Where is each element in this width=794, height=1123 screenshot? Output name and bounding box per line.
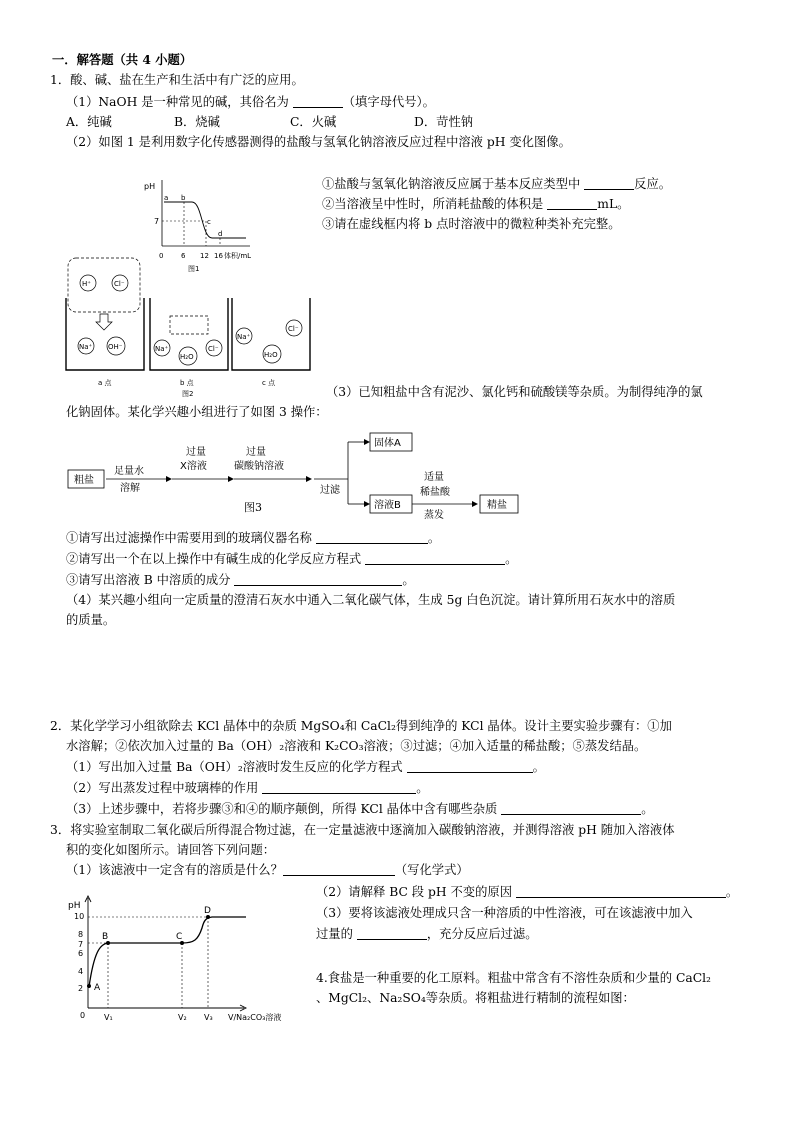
q1-part1: （1）NaOH 是一种常见的碱，其俗名为 （填字母代号）。	[66, 95, 435, 109]
box-solid-a-label: 固体A	[374, 438, 401, 449]
fig1-xtick-6: 6	[181, 252, 186, 260]
beaker-c-ion-cl: Cl⁻	[288, 325, 299, 333]
step1-bottom: 溶解	[120, 483, 140, 494]
q2-part2: （2）写出蒸发过程中玻璃棒的作用 。	[66, 781, 429, 795]
arrow-icon	[364, 439, 370, 445]
q4-stem-line2: 、MgCl₂、Na₂SO₄等杂质。将粗盐进行精制的流程如图：	[316, 991, 635, 1005]
beaker-b-ion-na: Na⁺	[155, 345, 169, 353]
arrow-icon	[306, 476, 312, 482]
q1-2-1: ①盐酸与氢氧化钠溶液反应属于基本反应类型中 反应。	[322, 177, 672, 191]
ion-cl: Cl⁻	[114, 280, 125, 288]
q1-stem: 1．酸、碱、盐在生产和生活中有广泛的应用。	[50, 73, 304, 87]
option-a: A．纯碱	[66, 115, 112, 129]
beaker-c-h2o: H₂O	[264, 351, 278, 359]
beaker-c-ion-na: Na⁺	[237, 333, 251, 341]
q4-stem-line1: 4.食盐是一种重要的化工原料。粗盐中常含有不溶性杂质和少量的 CaCl₂	[316, 971, 711, 985]
answer-blank[interactable]	[365, 552, 505, 565]
fig2-beakers	[62, 254, 318, 402]
answer-blank[interactable]	[547, 197, 597, 210]
q3-part2: （2）请解释 BC 段 pH 不变的原因 。	[316, 885, 739, 899]
q2-part1: （1）写出加入过量 Ba（OH）₂溶液时发生反应的化学方程式 。	[66, 760, 545, 774]
step3-top1: 过量	[246, 447, 266, 458]
step2-top2: X溶液	[180, 461, 207, 472]
q2-part3: （3）上述步骤中，若将步骤③和④的顺序颠倒，所得 KCl 晶体中含有哪些杂质 。	[66, 802, 654, 816]
fig1-y7: 7	[154, 217, 160, 226]
step2-top1: 过量	[186, 447, 206, 458]
answer-blank[interactable]	[407, 760, 533, 773]
fig3-caption: 图3	[244, 501, 262, 514]
label-a-point: a 点	[98, 379, 112, 387]
beaker-b-h2o: H₂O	[180, 353, 194, 361]
fig1-curve	[164, 202, 246, 238]
filter-label: 过滤	[320, 485, 340, 496]
option-c: C．火碱	[290, 115, 337, 129]
q1-3-1: ①请写出过滤操作中需要用到的玻璃仪器名称 。	[66, 531, 441, 545]
fig1-caption: 图1	[188, 265, 200, 273]
answer-blank[interactable]	[316, 531, 428, 544]
beaker-a-ion-na: Na⁺	[79, 343, 93, 351]
q1-part3-line2: 化钠固体。某化学兴趣小组进行了如图 3 操作：	[66, 405, 328, 419]
step4-top1: 适量	[424, 472, 444, 483]
q1-part4-line1: （4）某兴趣小组向一定质量的澄清石灰水中通入二氧化碳气体，生成 5g 白色沉淀。请计算所用石灰水中的溶质	[66, 593, 676, 607]
q3-ytick-2: 2	[78, 984, 84, 993]
beaker-b-answer-box	[170, 316, 208, 334]
answer-blank[interactable]	[516, 885, 726, 898]
q3-part1: （1）该滤液中一定含有的溶质是什么？ （写化学式）	[66, 863, 469, 877]
q3-ytick-7: 7	[78, 940, 84, 949]
answer-blank[interactable]	[501, 802, 641, 815]
q1-part2: （2）如图 1 是利用数字化传感器测得的盐酸与氢氧化钠溶液反应过程中溶液 pH 变化图像。	[66, 135, 571, 149]
q1-part4-line2: 的质量。	[66, 613, 116, 627]
q2-stem-line1: 2．某化学学习小组欲除去 KCl 晶体中的杂质 MgSO₄和 CaCl₂得到纯净的 KCl 晶体。设计主要实验步骤有：①加	[50, 719, 672, 733]
q3-stem-line1: 3．将实验室制取二氧化碳后所得混合物过滤，在一定量滤液中逐滴加入碳酸钠溶液，并测得溶液 pH 随加入溶液体	[50, 823, 675, 837]
section-title: 一．解答题（共 4 小题）	[52, 52, 193, 67]
fig3-flowchart	[62, 428, 532, 524]
answer-blank[interactable]	[234, 573, 402, 586]
fig1-xtick-0: 0	[159, 252, 164, 260]
answer-blank[interactable]	[584, 177, 634, 190]
down-arrow-icon	[96, 314, 112, 330]
q3-xtick-v2: V₂	[178, 1013, 187, 1022]
step3-top2: 碳酸钠溶液	[234, 461, 284, 472]
q3-xtick-0: 0	[80, 1011, 86, 1020]
answer-blank[interactable]	[283, 863, 395, 876]
box-crude-salt-label: 粗盐	[74, 475, 94, 486]
fig1-xlabel: 体积/mL	[224, 252, 252, 260]
q3-ytick-8: 8	[78, 930, 84, 939]
step4-top2: 稀盐酸	[420, 487, 450, 498]
q1-2-3: ③请在虚线框内将 b 点时溶液中的微粒种类补充完整。	[322, 217, 621, 231]
q3-ytick-4: 4	[78, 967, 84, 976]
box-solution-b-label: 溶液B	[374, 500, 401, 511]
q1-3-3: ③请写出溶液 B 中溶质的成分 。	[66, 573, 415, 587]
label-c-point: c 点	[262, 379, 276, 387]
q3-point-c: C	[176, 932, 183, 942]
q3-part3-line1: （3）要将该滤液处理成只含一种溶质的中性溶液，可在该滤液中加入	[316, 906, 693, 920]
q3-ytick-10: 10	[74, 912, 85, 921]
q1-2-2: ②当溶液呈中性时，所消耗盐酸的体积是 mL。	[322, 197, 630, 211]
step1-top: 足量水	[114, 466, 144, 477]
q3-point-b: B	[102, 932, 109, 942]
option-b: B．烧碱	[174, 115, 220, 129]
q3-point-d: D	[204, 906, 211, 916]
fig1-point-d: d	[218, 230, 223, 238]
step4-bottom: 蒸发	[424, 510, 444, 521]
answer-blank[interactable]	[293, 95, 343, 108]
arrow-icon	[364, 501, 370, 507]
beaker-b-ion-cl: Cl⁻	[208, 345, 219, 353]
answer-blank[interactable]	[262, 781, 416, 794]
q1-part3-line1: （3）已知粗盐中含有泥沙、氯化钙和硫酸镁等杂质。为制得纯净的氯	[326, 385, 703, 399]
answer-blank[interactable]	[357, 927, 427, 940]
beaker-a	[66, 298, 144, 370]
ion-h: H⁺	[82, 280, 91, 288]
fig1-xtick-16: 16	[214, 252, 223, 260]
fig1-point-a: a	[164, 194, 169, 202]
q3-stem-line2: 积的变化如图所示。请回答下列问题：	[66, 843, 276, 857]
arrow-icon	[228, 476, 234, 482]
fig1-ylabel: pH	[144, 182, 156, 191]
fig1-xtick-12: 12	[200, 252, 209, 260]
q2-stem-line2: 水溶解；②依次加入过量的 Ba（OH）₂溶液和 K₂CO₃溶液；③过滤；④加入适量的稀盐酸；⑤蒸发结晶。	[66, 739, 647, 753]
q3-xtick-v3: V₃	[204, 1013, 213, 1022]
q3-xlabel: V/Na₂CO₃溶液	[228, 1013, 282, 1022]
box-refined-salt-label: 精盐	[487, 500, 507, 511]
fig1-point-c: c	[207, 218, 211, 226]
arrow-icon	[472, 501, 478, 507]
label-b-point: b 点	[180, 379, 194, 387]
q3-xtick-v1: V₁	[104, 1013, 113, 1022]
arrow-icon	[166, 476, 172, 482]
beaker-a-ion-oh: OH⁻	[108, 343, 123, 351]
q3-curve	[89, 917, 246, 987]
q3-ylabel: pH	[68, 901, 81, 911]
q3-part3-line2: 过量的 ，充分反应后过滤。	[316, 927, 538, 941]
fig2-caption: 图2	[182, 390, 194, 398]
fig2-dashed-drop	[68, 258, 140, 312]
option-d: D．苛性钠	[414, 115, 474, 129]
q1-3-2: ②请写出一个在以上操作中有碱生成的化学反应方程式 。	[66, 552, 518, 566]
fig1-point-b: b	[181, 194, 186, 202]
q3-point-a: A	[94, 983, 101, 993]
q3-ytick-6: 6	[78, 949, 84, 958]
q3-ph-graph	[62, 892, 312, 1024]
